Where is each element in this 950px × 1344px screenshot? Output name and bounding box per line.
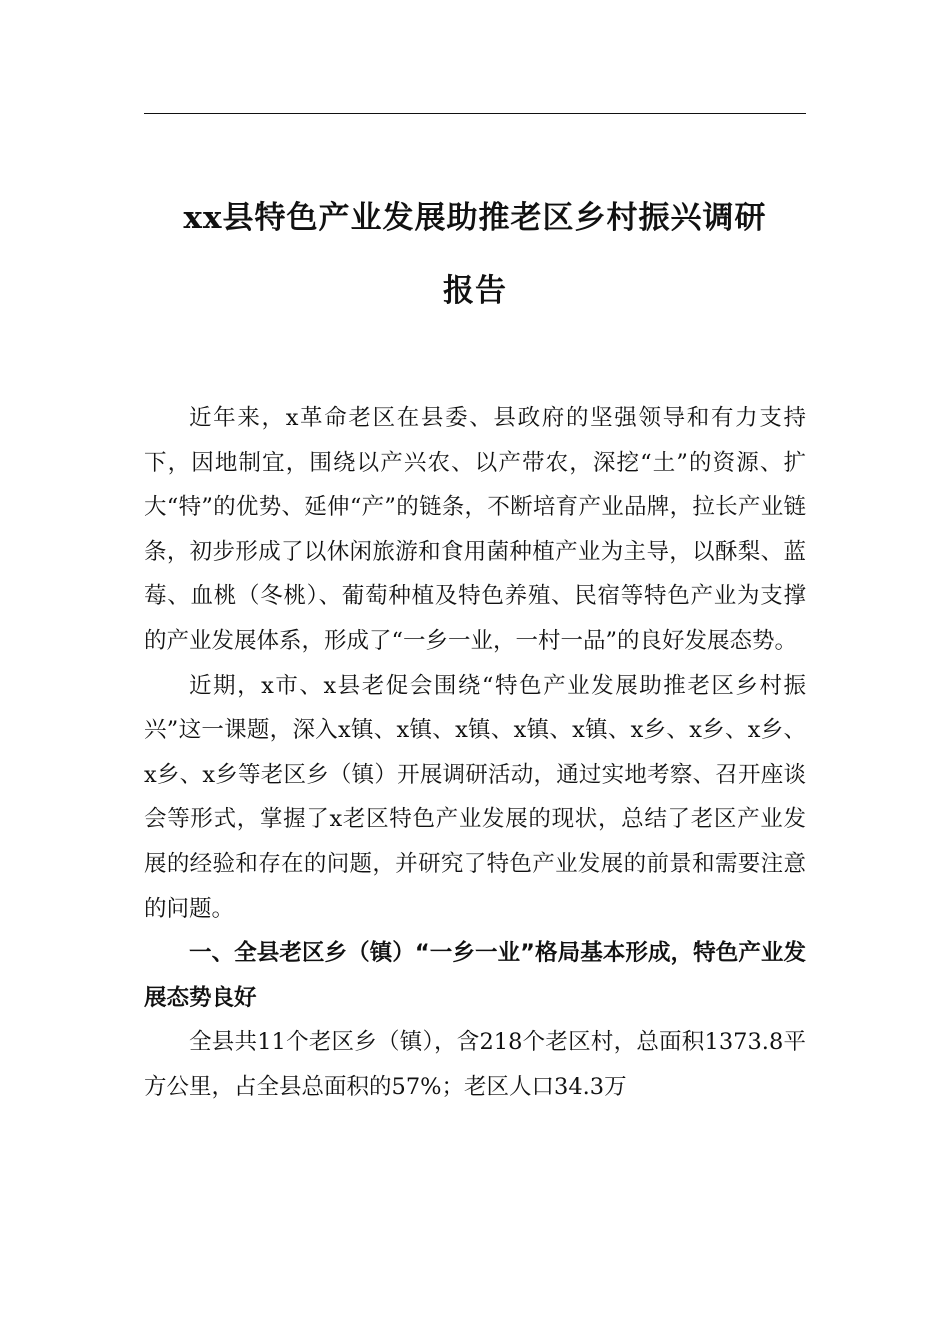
document-title [144, 182, 806, 328]
section-heading-1: 一、全县老区乡（镇）“一乡一业”格局基本形成，特色产业发展态势良好 [144, 940, 806, 1011]
title-line-1: xx县特色产业发展助推老区乡村振兴调研 [183, 200, 767, 236]
header-rule [144, 113, 806, 114]
document-body [144, 396, 806, 1110]
research-paragraph: 近期，x市、x县老促会围绕“特色产业发展助推老区乡村振兴”这一课题，深入x镇、x镇、x镇、x镇、x镇、x乡、x乡、x乡、x乡、x乡等老区乡（镇）开展调研活动，通过实地考察、召开座谈会等形式，掌握了x老区特色产业发展的现状，总结了老区产业发展的经验和存在的问题，并研究了特色产业发展的前景和需要注意的问题。 [144, 672, 806, 922]
section1-paragraph: 全县共11个老区乡（镇），含218个老区村，总面积1373.8平方公里，占全县总面积的57%；老区人口34.3万 [144, 1029, 806, 1100]
intro-paragraph: 近年来，x革命老区在县委、县政府的坚强领导和有力支持下，因地制宜，围绕以产兴农、以产带农，深挖“土”的资源、扩大“特”的优势、延伸“产”的链条，不断培育产业品牌，拉长产业链条，初步形成了以休闲旅游和食用菌种植产业为主导，以酥梨、蓝莓、血桃（冬桃）、葡萄种植及特色养殖、民宿等特色产业为支撑的产业发展体系，形成了“一乡一业，一村一品”的良好发展态势。 [144, 405, 806, 654]
title-line-2: 报告 [443, 273, 507, 309]
